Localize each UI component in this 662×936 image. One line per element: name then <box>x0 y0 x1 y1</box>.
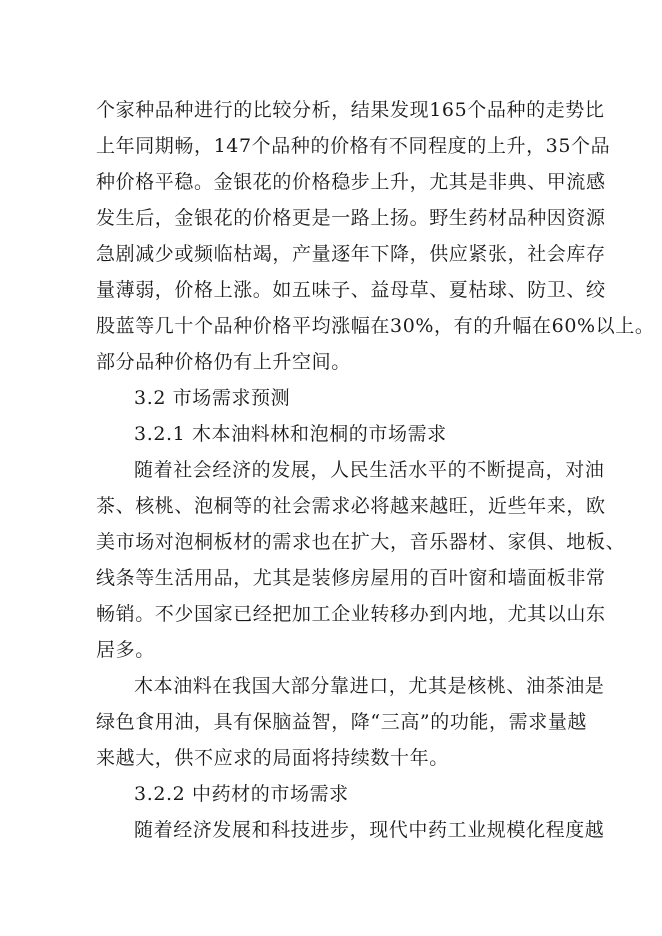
paragraph-line: 随着经济发展和科技进步，现代中药工业规模化程度越 <box>134 819 605 841</box>
paragraph-line: 畅销。不少国家已经把加工企业转移办到内地，尤其以山东 <box>96 603 606 625</box>
paragraph-line: 居多。 <box>96 639 155 661</box>
paragraph-line: 来越大，供不应求的局面将持续数十年。 <box>96 747 449 769</box>
subsection-heading: 3.2.2 中药材的市场需求 <box>134 783 349 805</box>
paragraph-line: 线条等生活用品，尤其是装修房屋用的百叶窗和墙面板非常 <box>96 567 606 589</box>
paragraph-line: 随着社会经济的发展，人民生活水平的不断提高，对油 <box>134 459 605 481</box>
paragraph-line: 部分品种价格仍有上升空间。 <box>96 351 351 373</box>
paragraph-line: 发生后，金银花的价格更是一路上扬。野生药材品种因资源 <box>96 207 606 229</box>
paragraph-line: 急剧减少或频临枯竭，产量逐年下降，供应紧张，社会库存 <box>96 243 606 265</box>
paragraph-line: 木本油料在我国大部分靠进口，尤其是核桃、油茶油是 <box>134 675 605 697</box>
paragraph-line: 股蓝等几十个品种价格平均涨幅在30%，有的升幅在60%以上。 <box>96 315 655 337</box>
paragraph-line: 茶、核桃、泡桐等的社会需求必将越来越旺，近些年来，欧 <box>96 495 606 517</box>
paragraph-line: 个家种品种进行的比较分析，结果发现165个品种的走势比 <box>96 99 605 121</box>
paragraph-line: 量薄弱，价格上涨。如五味子、益母草、夏枯球、防卫、绞 <box>96 279 606 301</box>
paragraph-line: 上年同期畅，147个品种的价格有不同程度的上升，35个品 <box>96 135 611 157</box>
paragraph-line: 种价格平稳。金银花的价格稳步上升，尤其是非典、甲流感 <box>96 171 606 193</box>
paragraph-line: 绿色食用油，具有保脑益智，降“三高”的功能，需求量越 <box>96 711 588 733</box>
paragraph-line: 美市场对泡桐板材的需求也在扩大，音乐器材、家俱、地板、 <box>96 531 626 553</box>
subsection-heading: 3.2.1 木本油料林和泡桐的市场需求 <box>134 423 447 445</box>
section-heading: 3.2 市场需求预测 <box>134 387 291 409</box>
